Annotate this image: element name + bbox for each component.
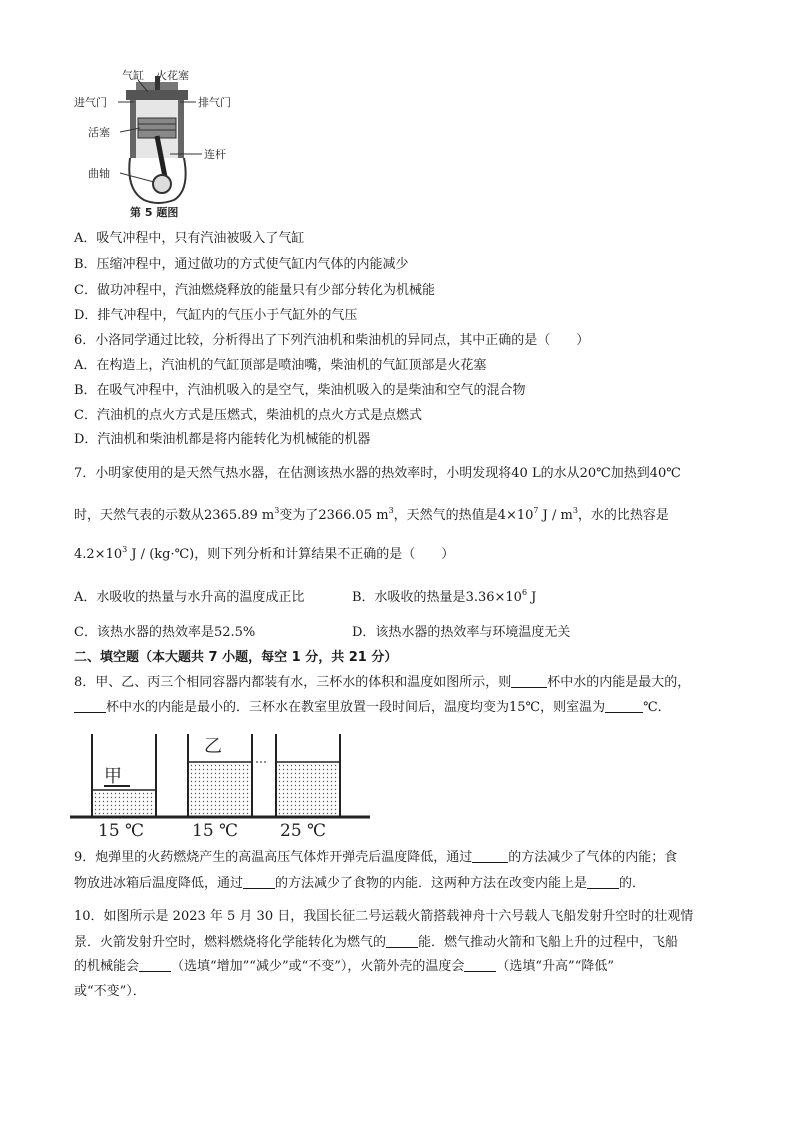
- q5-option-b: B．压缩冲程中，通过做功的方式使气缸内气体的内能减少: [74, 257, 409, 272]
- containers-figure: [70, 728, 370, 840]
- label-intake-valve: 进气门: [74, 96, 107, 109]
- cylinder-head: [126, 90, 188, 100]
- water-jia: [92, 790, 156, 816]
- q8-blank-3[interactable]: [605, 699, 643, 713]
- q8-line-1: 8．甲、乙、丙三个相同容器内都装有水，三杯水的体积和温度如图所示，则 杯中水的内能是最大的，: [74, 675, 691, 690]
- q5-option-c: C．做功冲程中，汽油燃烧释放的能量只有少部分转化为机械能: [74, 283, 435, 298]
- q9-blank-2[interactable]: [243, 875, 275, 889]
- q5-option-a: A．吸气冲程中，只有汽油被吸入了气缸: [74, 231, 305, 246]
- containers-diagram: [70, 728, 370, 840]
- label-crankshaft: 曲轴: [88, 167, 110, 180]
- container-yi: [188, 734, 266, 816]
- label-cylinder: 气缸: [122, 69, 144, 82]
- container-jia: [92, 734, 156, 816]
- temp-bing: 25 ℃: [280, 821, 327, 841]
- q7-option-a: A．水吸收的热量与水升高的温度成正比: [74, 590, 305, 605]
- piston-shape: [138, 118, 176, 138]
- q9-blank-3[interactable]: [587, 875, 619, 889]
- q7-option-d: D．该热水器的热效率与环境温度无关: [352, 625, 571, 640]
- q7-option-b: B．水吸收的热量是$3.36\times 10^6$ J: [352, 588, 537, 605]
- q9-blank-1[interactable]: [472, 849, 508, 863]
- water-yi: [188, 762, 252, 816]
- section-title: 二、填空题（本大题共 7 小题，每空 1 分，共 21 分）: [74, 650, 398, 665]
- q6-option-a: A．在构造上，汽油机的气缸顶部是喷油嘴，柴油机的气缸顶部是火花塞: [74, 358, 487, 373]
- q10-line-1: 10．如图所示是 2023 年 5 月 30 日，我国长征二号运载火箭搭载神舟十六号载人飞船发射升空时的壮观情: [74, 909, 694, 924]
- engine-diagram: [74, 69, 248, 220]
- q10-blank-1[interactable]: [386, 934, 418, 948]
- crankshaft-shape: [153, 175, 171, 193]
- q10-blank-3[interactable]: [464, 958, 496, 972]
- cylinder-wall-right: [178, 100, 184, 158]
- q5-option-d: D．排气冲程中，气缸内的气压小于气缸外的气压: [74, 308, 358, 323]
- label-exhaust-valve: 排气门: [198, 96, 231, 109]
- temp-yi: 15 ℃: [192, 821, 239, 841]
- label-spark-plug: 火花塞: [156, 69, 189, 82]
- q7-line-1: 7．小明家使用的是天然气热水器，在估测该热水器的热效率时，小明发现将40 L的水从20℃加热到40℃: [74, 466, 681, 481]
- label-piston: 活塞: [88, 126, 110, 139]
- q10-line-2: 景．火箭发射升空时，燃料燃烧将化学能转化为燃气的 能．燃气推动火箭和飞船上升的过程中，飞船: [74, 935, 679, 950]
- q10-line-3: 的机械能会 （选填“增加”“减少”或“不变”），火箭外壳的温度会 （选填“升高”“降低”: [74, 959, 614, 974]
- q6-stem: 6．小洛同学通过比较，分析得出了下列汽油机和柴油机的异同点，其中正确的是（ ）: [74, 333, 590, 348]
- q10-line-4: 或“不变”）．: [74, 984, 146, 999]
- label-connecting-rod: 连杆: [204, 148, 226, 161]
- water-bing: [276, 762, 340, 816]
- q8-line-2: 杯中水的内能是最小的．三杯水在教室里放置一段时间后，温度均变为15℃，则室温为 ℃．: [74, 699, 671, 717]
- q6-option-d: D．汽油机和柴油机都是将内能转化为机械能的机器: [74, 432, 371, 447]
- q6-option-b: B．在吸气冲程中，汽油机吸入的是空气，柴油机吸入的是柴油和空气的混合物: [74, 383, 526, 398]
- figure-caption: 第 5 题图: [130, 206, 179, 219]
- q9-line-2: 物放进冰箱后温度降低，通过 的方法减少了食物的内能．这两种方法在改变内能上是 的．: [74, 876, 646, 891]
- engine-diagram-figure: [74, 69, 248, 220]
- q8-blank-2[interactable]: [74, 699, 106, 713]
- temp-jia: 15 ℃: [98, 821, 145, 841]
- q7-line-3: $4.2\times 10^3$ J / (kg·℃)，则下列分析和计算结果不正确的是（ ）: [74, 545, 455, 562]
- label-jia: 甲: [104, 766, 122, 787]
- q6-option-c: C．汽油机的点火方式是压燃式，柴油机的点火方式是点燃式: [74, 408, 422, 423]
- q7-option-c: C．该热水器的热效率是52.5%: [74, 625, 256, 640]
- q10-blank-2[interactable]: [139, 958, 171, 972]
- q7-line-2: 时，天然气表的示数从2365.89 $m^3$变为了2366.05 $m^3$，天然气的热值是$4\times 10^7$ J / $m^3$，水的比热容是: [74, 506, 669, 523]
- container-bing: [276, 734, 340, 816]
- q8-blank-1[interactable]: [511, 674, 547, 688]
- label-yi: 乙: [204, 736, 222, 757]
- q9-line-1: 9．炮弹里的火药燃烧产生的高温高压气体炸开弹壳后温度降低，通过 的方法减少了气体的内能；食: [74, 850, 678, 865]
